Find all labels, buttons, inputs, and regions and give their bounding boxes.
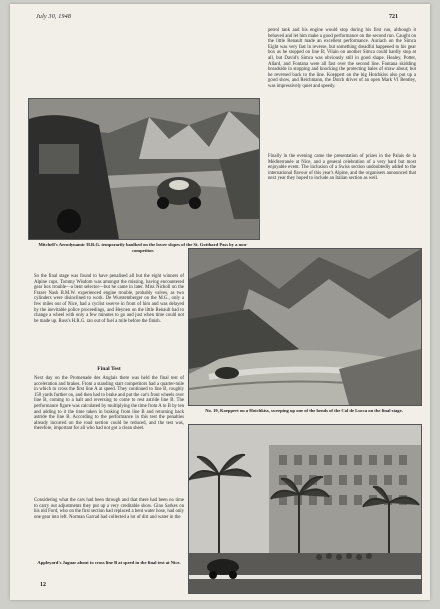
jaguar-photo — [188, 424, 422, 594]
hotchkiss-photo-image — [189, 249, 421, 405]
hrg-photo — [28, 98, 260, 240]
final-test-heading: Final Test — [97, 366, 121, 372]
jaguar-photo-image — [189, 425, 421, 593]
hotchkiss-caption: No. 19, Koeppert on a Hotchkiss, sweeping up one of the bends of the Col de Lucca on the final stage. — [205, 408, 403, 413]
left-column-final-test-text: Next day on the Promenade des Anglais there was held the final test of acceleration and brakes. From a standing start competitors had a quarter-mile in which to cross the first line A at speed. They continued to line B, roughly 150 yards further on, and then had to brake and put the car's front wheels over line B, coming to a halt and reversing to come to rest astride line B. The performance figure was calculated by multiplying the time from A to B by ten and adding to it the time taken in braking from line B and returning back astride the line B. According to the performance in this test the penalties already incurred on the road section could be reduced, and the test was, therefore, important for all who had not got a clean sheet. — [34, 376, 184, 432]
hotchkiss-photo — [188, 248, 422, 406]
page-number-top: 721 — [389, 14, 398, 20]
issue-date: July 30, 1948 — [36, 14, 72, 20]
magazine-page — [10, 4, 430, 600]
jaguar-caption: Appleyard's Jaguar about to cross line B at speed in the final test at Nice. — [37, 560, 181, 565]
hrg-caption: Mitchell's Aerodynamic H.R.G. temporarily baulked on the lower slopes of the St. Gotthard Pass by a non-competitor. — [38, 242, 248, 253]
left-column-end-text: Considering what the cars had been through and that there had been no time to carry out adjustments they put up a very creditable show. Gino Sarkes on his old Ford, who on the first section had replaced a bent water hose, had only one gear into left. Norman Garrad had collected a lot of dirt and water in the — [34, 498, 184, 520]
page-number-bottom: 12 — [40, 582, 46, 588]
hrg-photo-image — [29, 99, 259, 239]
right-column-top-text: petrol tank and his engine would stop during his first run, although it behaved and let him make a good performance on the second run. Caught on the little Renault made an excellent performance. Auriach on the Simca Eight was very fast in reverse, but something dreadful happened to his gear box as he stopped on line B; Vilain on another Simca could hardly stop at all, but David's Simca was obviously still in good shape. Healey, Potter, Allard, and Fontana were all fast over the second line. Fontana skidding broadside in stopping and knocking the protecting bales of straw about; but he reversed back to the line. Koeppert on the big Hotchkiss also put up a good show, and Reichmann, the Dutch driver of an open Mark VI Bentley, was impressively quiet and speedy. — [268, 28, 416, 89]
left-column-intro-text: So the final stage was found to have penalised all but the eight winners of Alpine cups. Tommy Wisdom was amongst the missing, having encountered gear box trouble—a bent selector—but he came in later. Miss Nicholl on the Frazer Nash B.M.W. experienced engine trouble, probably valves, as two cylinders were disinclined to work. De Wurstemberger on the M.G., only a few miles out of Nice, had a cyclist swerve in front of him and was delayed by the inevitable police proceedings, and Heynen on the little Renault had to change a wheel with only a few minutes to go and just when time could not be made up. Ross's H.R.G. ran out of fuel a mile before the finish. — [34, 274, 184, 324]
right-column-bottom-text: Finally in the evening came the presentation of prizes in the Palais de la Méditerranée at Nice, and a general celebration of a very hard but most enjoyable event. The inclusion of a Swiss section undoubtedly added to the international flavour of this year's Alpine, and the organisers announced that next year they hoped to include an Italian section as well. — [268, 154, 416, 182]
